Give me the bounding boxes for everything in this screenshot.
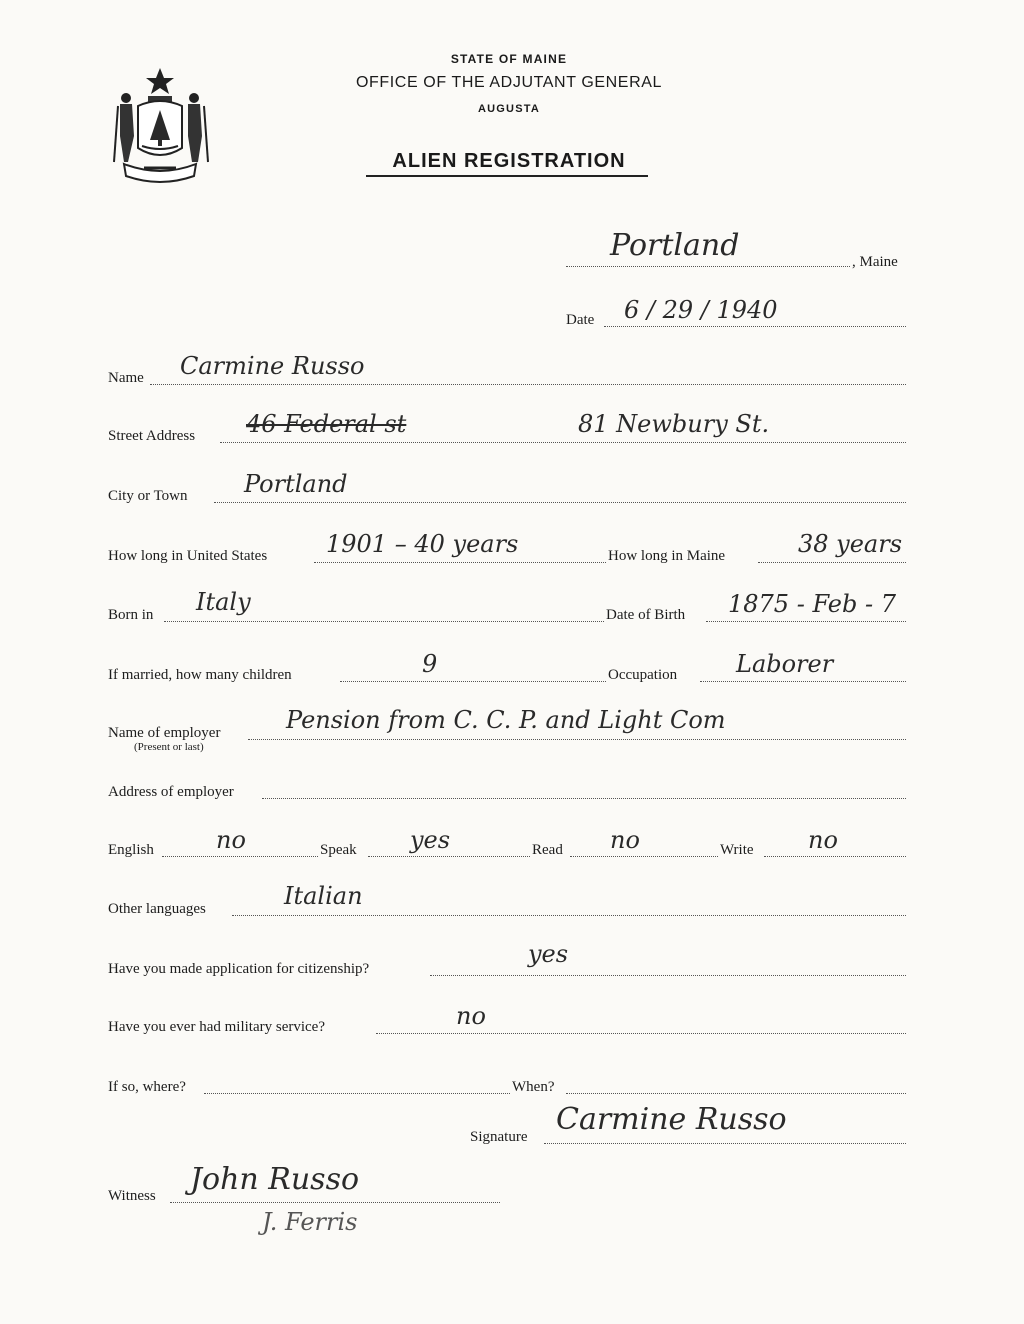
city-value: Portland [244, 470, 348, 498]
speak-label: Speak [320, 842, 357, 858]
date-line [604, 326, 906, 327]
where-label: If so, where? [108, 1079, 186, 1095]
military-label: Have you ever had military service? [108, 1019, 325, 1035]
when-label: When? [512, 1079, 555, 1095]
name-value: Carmine Russo [180, 352, 365, 380]
english-label: English [108, 842, 154, 858]
employer-label: Name of employer [108, 725, 221, 741]
children-label: If married, how many children [108, 667, 292, 683]
date-of-birth-line [706, 621, 906, 622]
employer-note: (Present or last) [134, 741, 204, 753]
occupation-value: Laborer [736, 650, 834, 678]
street-line [220, 442, 906, 443]
how-long-us-label: How long in United States [108, 548, 268, 564]
employer-address-label: Address of employer [108, 784, 234, 800]
city-heading: AUGUSTA [478, 103, 540, 115]
employer-address-line [262, 798, 906, 799]
write-label: Write [720, 842, 754, 858]
read-label: Read [532, 842, 563, 858]
how-long-maine-line [758, 562, 906, 563]
citizenship-label: Have you made application for citizenship? [108, 961, 370, 977]
title-underline [366, 175, 648, 177]
other-languages-line [232, 915, 906, 916]
signature-label: Signature [470, 1129, 528, 1145]
speak-line [368, 856, 530, 857]
street-label: Street Address [108, 428, 196, 444]
how-long-maine-value: 38 years [798, 530, 903, 558]
date-of-birth-value: 1875 - Feb - 7 [728, 590, 896, 618]
other-languages-value: Italian [284, 882, 363, 910]
occupation-label: Occupation [608, 667, 678, 683]
how-long-us-value: 1901 – 40 years [326, 530, 519, 558]
speak-value: yes [410, 826, 451, 854]
signature-value: Carmine Russo [556, 1102, 787, 1137]
born-in-label: Born in [108, 607, 154, 623]
citizenship-value: yes [528, 940, 569, 968]
employer-line [248, 739, 906, 740]
read-line [570, 856, 718, 857]
town-value: Portland [610, 228, 740, 263]
english-line [162, 856, 318, 857]
date-value: 6 / 29 / 1940 [624, 296, 778, 324]
how-long-maine-label: How long in Maine [608, 548, 726, 564]
read-value: no [610, 826, 640, 854]
date-of-birth-label: Date of Birth [606, 607, 686, 623]
street-value: 81 Newbury St. [578, 410, 770, 438]
name-label: Name [108, 370, 144, 386]
office-heading: OFFICE OF THE ADJUTANT GENERAL [355, 74, 663, 91]
town-line [566, 266, 850, 267]
name-line [150, 384, 906, 385]
maine-label: , Maine [852, 254, 898, 270]
born-in-value: Italy [196, 588, 251, 616]
write-line [764, 856, 906, 857]
military-line [376, 1033, 906, 1034]
children-line [340, 681, 606, 682]
witness-line [170, 1202, 500, 1203]
where-line [204, 1093, 510, 1094]
street-struck-value: 46 Federal st [246, 410, 407, 438]
born-in-line [164, 621, 604, 622]
witness-value: John Russo [190, 1162, 360, 1197]
form-title: ALIEN REGISTRATION [392, 150, 626, 172]
how-long-us-line [314, 562, 606, 563]
city-line [214, 502, 906, 503]
write-value: no [808, 826, 838, 854]
children-value: 9 [422, 650, 438, 678]
city-label: City or Town [108, 488, 188, 504]
military-value: no [456, 1002, 486, 1030]
when-line [566, 1093, 906, 1094]
date-label: Date [566, 312, 595, 328]
english-value: no [216, 826, 246, 854]
second-witness-value: J. Ferris [262, 1208, 358, 1236]
citizenship-line [430, 975, 906, 976]
other-languages-label: Other languages [108, 901, 206, 917]
signature-line [544, 1143, 906, 1144]
employer-value: Pension from C. C. P. and Light Com [286, 706, 726, 734]
occupation-line [700, 681, 906, 682]
witness-label: Witness [108, 1188, 156, 1204]
state-heading: STATE OF MAINE [450, 52, 568, 66]
